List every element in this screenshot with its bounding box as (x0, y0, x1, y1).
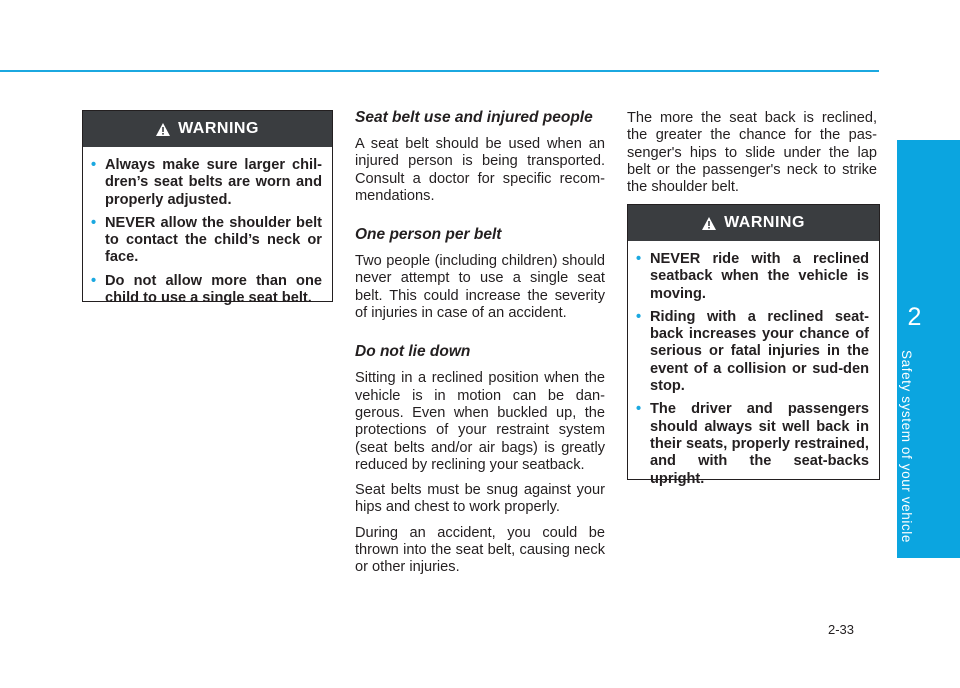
page-number: 2-33 (828, 622, 855, 637)
warning-header (628, 205, 879, 241)
warning-item: • NEVER ride with a reclined seatback when the vehicle is moving. (636, 251, 869, 302)
warning-box-right (627, 204, 880, 487)
warning-list (628, 241, 879, 488)
warning-item: • Riding with a reclined seat-back increases your chance of serious or fatal injuries in the event of a collision or sud-den stop. (636, 308, 869, 395)
section-paragraph: Seat belts must be snug against your hips and chest to work properly. (355, 482, 605, 516)
warning-triangle-icon (702, 217, 716, 230)
chapter-number: 2 (907, 303, 922, 331)
warning-header (83, 111, 332, 147)
warning-item: • Do not allow more than one child to use a single seat belt. (91, 272, 322, 307)
warning-item: • The driver and passengers should always sit well back in their seats, properly restrained, and with the seat-backs upright. (636, 401, 869, 487)
middle-column (355, 108, 605, 585)
section-paragraph: Sitting in a reclined position when the vehicle is in motion can be dan-gerous. Even when buckled up, the protections of your restraint system (seat belts and/or air bags) is greatly reduced by reclining your seatback. (355, 370, 605, 473)
right-column (627, 110, 877, 204)
section-paragraph: During an accident, you could be thrown into the seat belt, causing neck or other injuries. (355, 524, 605, 576)
chapter-side-tab[interactable] (897, 140, 960, 558)
warning-item: • Always make sure larger chil-dren’s seat belts are worn and properly adjusted. (91, 157, 322, 208)
warning-list (83, 147, 332, 307)
section-heading-lie-down: Do not lie down (355, 343, 471, 361)
warning-box-left (82, 110, 333, 307)
top-rule (0, 70, 879, 72)
warning-triangle-icon (156, 123, 170, 136)
right-intro-text: The more the seat back is reclined, the greater the chance for the pas-senger's hips to slide under the lap belt or the passenger's neck to strike the shoulder belt. (627, 110, 877, 196)
section-body-injured: A seat belt should be used when an injured person is being transported. Consult a doctor for specific recom-mendations. (355, 136, 605, 204)
warning-title: WARNING (178, 120, 259, 137)
chapter-title: Safety system of your vehicle (899, 350, 914, 543)
warning-item: • NEVER allow the shoulder belt to contact the child’s neck or face. (91, 214, 322, 266)
section-heading-one-person: One person per belt (355, 226, 502, 244)
warning-title: WARNING (724, 214, 805, 231)
section-body-one-person: Two people (including children) should never attempt to use a single seat belt. This could increase the severity of injuries in case of an accident. (355, 253, 605, 322)
section-heading-injured: Seat belt use and injured people (355, 109, 593, 126)
